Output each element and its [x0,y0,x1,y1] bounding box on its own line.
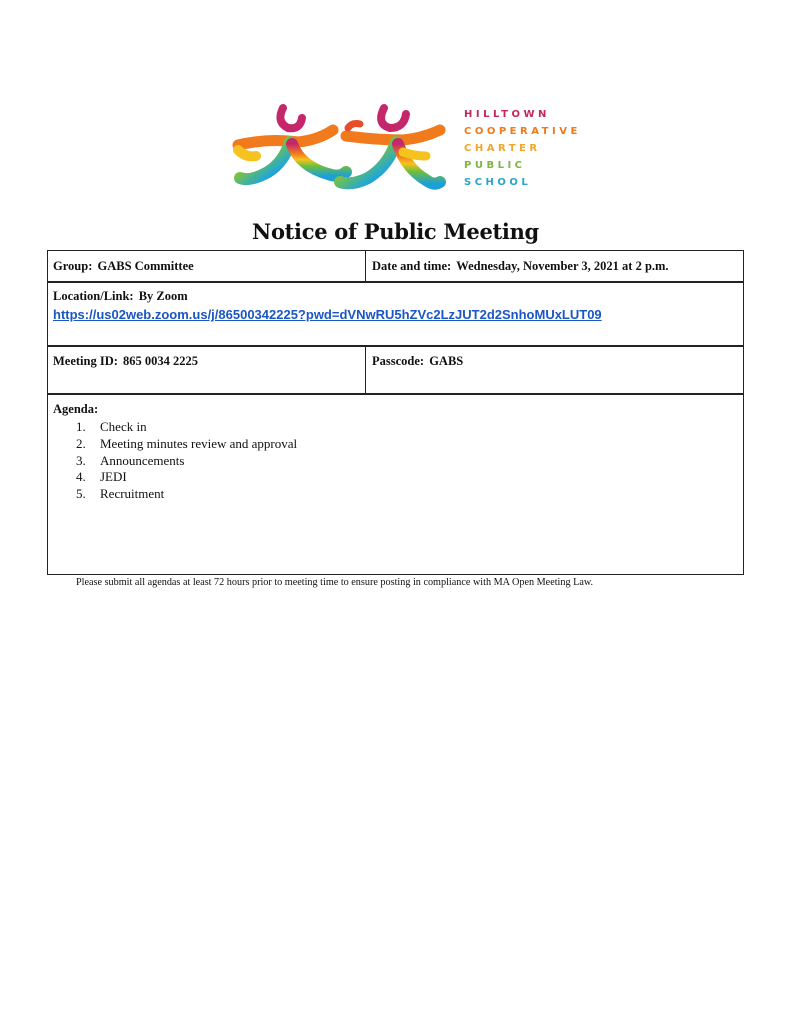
agenda-item-number: 5. [76,486,86,502]
page-title: Notice of Public Meeting [252,219,539,244]
agenda-item [76,436,297,453]
school-logo [228,100,581,192]
agenda-item [76,469,297,486]
location-label: Location/Link: [53,289,134,303]
agenda-label: Agenda: [53,402,99,416]
group-field [53,259,194,274]
agenda-item-text: JEDI [100,469,127,485]
datetime-field [372,259,669,274]
datetime-value: Wednesday, November 3, 2021 at 2 p.m. [456,259,669,273]
cell-divider [365,346,366,394]
location-row [47,281,744,347]
agenda-item [76,453,297,470]
meeting-id-label: Meeting ID: [53,354,118,368]
agenda-item-number: 3. [76,452,86,468]
passcode-label: Passcode: [372,354,425,368]
logo-line: PUBLIC [464,160,526,171]
submission-footnote: Please submit all agendas at least 72 hours prior to meeting time to ensure posting in compliance with MA Open Meeting Law. [76,577,594,588]
location-field [53,289,188,304]
agenda-item-number: 4. [76,469,86,485]
agenda-item-number: 2. [76,435,86,451]
agenda-item-text: Announcements [100,452,185,468]
agenda-item-text: Check in [100,419,147,434]
agenda-item [76,486,297,503]
passcode-field [372,354,463,369]
agenda-item-text: Meeting minutes review and approval [100,435,298,451]
group-date-row [47,250,744,283]
agenda-row [47,393,744,575]
meeting-id-row [47,345,744,395]
logo-line: HILLTOWN [464,109,550,120]
datetime-label: Date and time: [372,259,452,273]
passcode-value: GABS [429,354,464,368]
logo-line: COOPERATIVE [464,126,581,137]
agenda-item [76,419,297,436]
group-value: GABS Committee [97,259,194,273]
school-logo-art [228,100,450,192]
group-label: Group: [53,259,93,273]
cell-divider [365,251,366,282]
logo-line: SCHOOL [464,177,532,188]
agenda-item-text: Recruitment [100,486,165,502]
school-logo-text [464,106,581,191]
meeting-id-value: 865 0034 2225 [123,354,199,368]
agenda-list [76,419,297,503]
logo-line: CHARTER [464,143,541,154]
zoom-link[interactable]: https://us02web.zoom.us/j/86500342225?pwd=dVNwRU5hZVc2LzJUT2d2SnhoMUxLUT09 [53,307,602,322]
meeting-id-field [53,354,198,369]
location-value: By Zoom [138,289,188,303]
agenda-item-number: 1. [76,419,86,434]
